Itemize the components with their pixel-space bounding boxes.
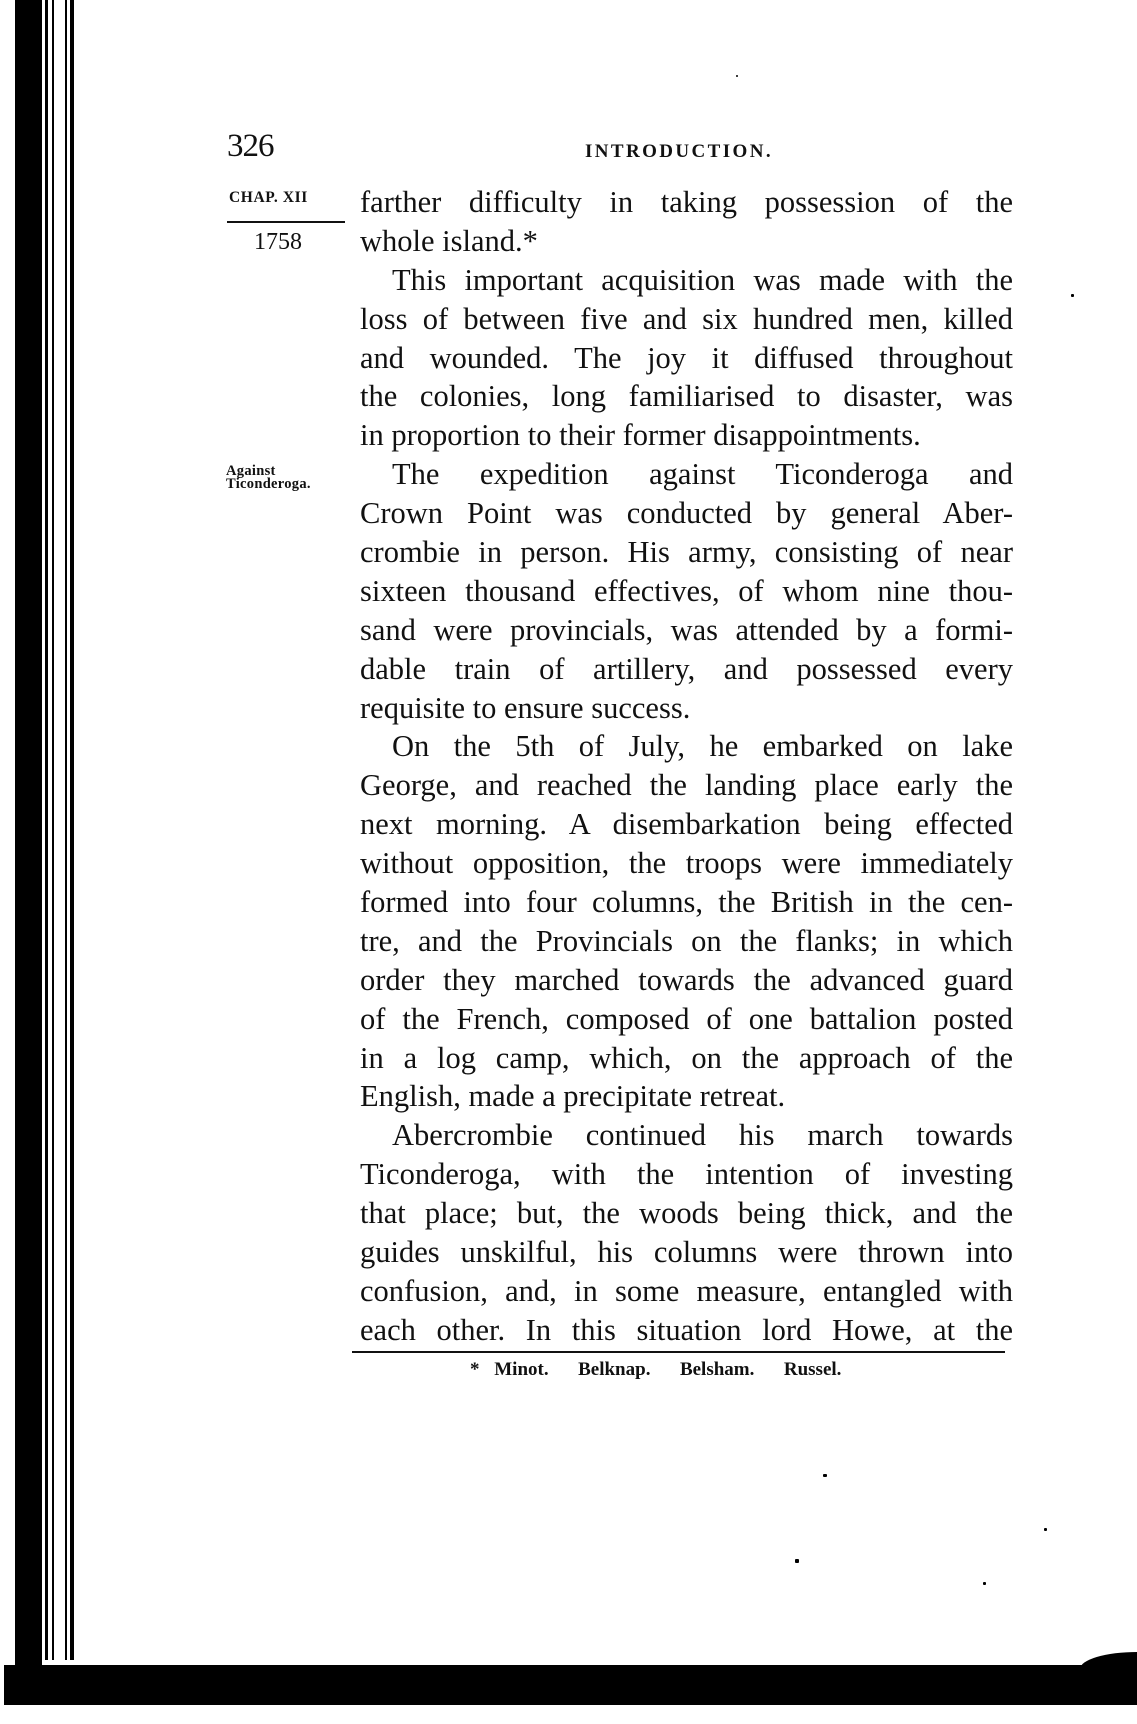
scan-bottom-right-curl	[1080, 1652, 1137, 1672]
text-line: order they marched towards the advanced guard	[360, 962, 1013, 997]
text-line: that place; but, the woods being thick, and the	[360, 1196, 1013, 1231]
text-line: sand were provincials, was attended by a formi-	[360, 612, 1013, 647]
scan-left-edge-band	[15, 0, 42, 1705]
paragraph-start-line: The expedition against Ticonderoga and	[392, 457, 1013, 492]
text-line: next morning. A disembarkation being effected	[360, 807, 1013, 842]
text-line: confusion, and, in some measure, entangled with	[360, 1273, 1013, 1308]
paragraph-start-line: Abercrombie continued his march towards	[392, 1118, 1013, 1153]
text-line: Crown Point was conducted by general Aber-	[360, 496, 1013, 531]
text-line: each other. In this situation lord Howe, at the	[360, 1312, 1013, 1347]
scan-left-edge-line	[52, 0, 54, 1660]
text-line: formed into four columns, the British in the cen-	[360, 885, 1013, 920]
text-line: dable train of artillery, and possessed every	[360, 651, 1013, 686]
margin-note-line: Against	[226, 463, 276, 479]
margin-rule	[227, 221, 345, 223]
footnote-rule	[352, 1351, 1005, 1353]
text-line: crombie in person. His army, consisting of near	[360, 535, 1013, 570]
text-line: without opposition, the troops were immediately	[360, 846, 1013, 881]
scan-left-edge-line	[65, 0, 67, 1660]
text-line: the colonies, long familiarised to disaster, was	[360, 379, 1013, 414]
text-line: whole island.*	[360, 223, 538, 258]
scan-speck	[736, 75, 738, 77]
text-line: English, made a precipitate retreat.	[360, 1079, 786, 1114]
scan-speck	[1044, 1528, 1047, 1531]
text-line: George, and reached the landing place early the	[360, 768, 1013, 803]
running-head: INTRODUCTION.	[585, 141, 773, 162]
text-line: requisite to ensure success.	[360, 690, 691, 725]
scan-speck	[983, 1582, 986, 1585]
margin-chapter-label: CHAP. XII	[229, 189, 308, 206]
page-number: 326	[227, 128, 274, 164]
scan-speck	[823, 1474, 827, 1477]
text-line: in a log camp, which, on the approach of the	[360, 1040, 1013, 1075]
text-line: loss of between five and six hundred men, killed	[360, 301, 1013, 336]
footnote: * Minot. Belknap. Belsham. Russel.	[470, 1359, 842, 1380]
body-text	[360, 183, 1013, 1350]
scan-speck	[795, 1559, 799, 1563]
text-line: sixteen thousand effectives, of whom nine thou-	[360, 573, 1013, 608]
text-line: farther difficulty in taking possession of the	[360, 185, 1013, 219]
scan-bottom-edge-band	[4, 1665, 1137, 1705]
scan-left-edge-line	[45, 0, 48, 1660]
text-line: in proportion to their former disappointments.	[360, 418, 921, 453]
margin-note	[226, 465, 311, 491]
text-line: and wounded. The joy it diffused throughout	[360, 340, 1013, 375]
scan-left-edge-line	[70, 0, 74, 1660]
scan-speck	[1071, 294, 1074, 297]
text-line: tre, and the Provincials on the flanks; in which	[360, 923, 1013, 958]
text-line: of the French, composed of one battalion posted	[360, 1001, 1013, 1036]
margin-note-line: Ticonderoga.	[226, 476, 311, 492]
margin-year: 1758	[254, 229, 302, 255]
text-line: Ticonderoga, with the intention of investing	[360, 1157, 1013, 1192]
paragraph-start-line: On the 5th of July, he embarked on lake	[392, 729, 1013, 764]
paragraph-start-line: This important acquisition was made with the	[392, 262, 1013, 297]
text-line: guides unskilful, his columns were thrown into	[360, 1235, 1013, 1270]
